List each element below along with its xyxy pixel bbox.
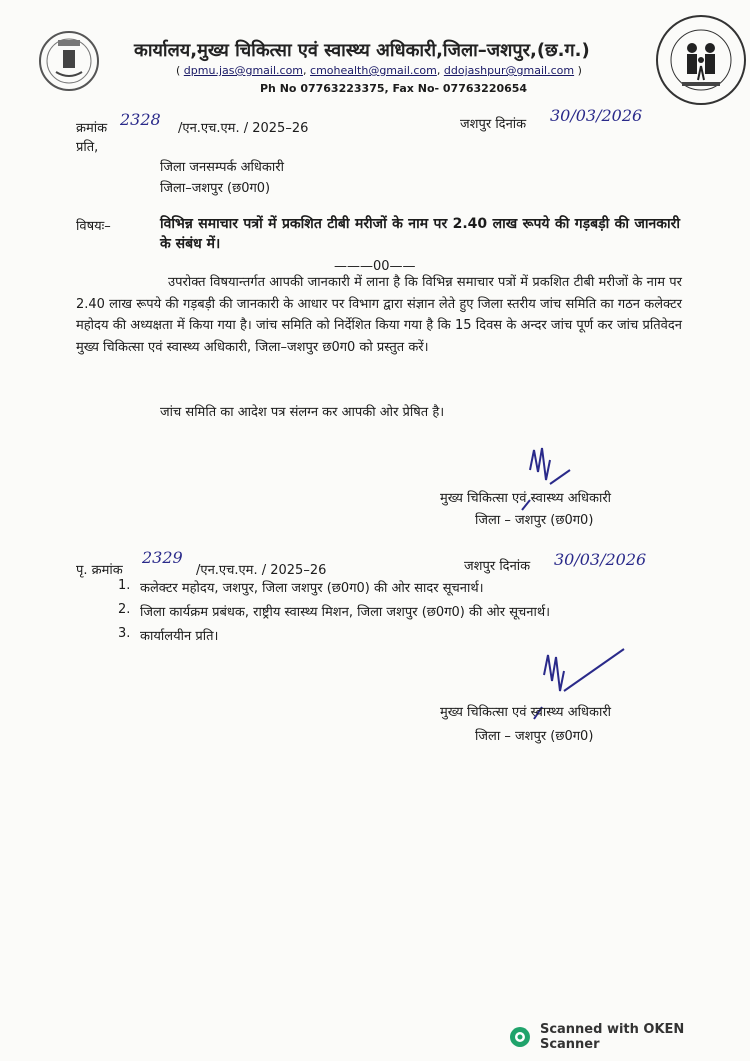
- email-link-ddojashpur[interactable]: ddojashpur@gmail.com: [443, 64, 575, 77]
- ref-label: क्रमांक: [76, 121, 108, 136]
- national-health-mission-logo: [652, 8, 750, 112]
- email-link-dpmu[interactable]: dpmu.jas@gmail.com: [183, 64, 304, 77]
- ref2-suffix: /एन.एच.एम. / 2025–26: [196, 563, 327, 578]
- paragraph-1: उपरोक्त विषयान्तर्गत आपकी जानकारी में लाना है कि विभिन्न समाचार पत्रों में प्रकशित टीबी मरीजों के नाम पर 2.40 लाख रूपये की गड़बड़ी की जानकारी के आधार पर विभाग द्वारा संज्ञान लेते हुए जिला स्तरीय जांच समिति का गठन कलेक्टर महोदय की अध्यक्षता में किया गया है। जांच समिति को निर्देशित किया गया है कि 15 दिवस के अन्दर जांच पूर्ण कर जांच प्रतिवेदन मुख्य चिकित्सा एवं स्वास्थ्य अधिकारी, जिला–जशपुर छ0ग0 को प्रस्तुत करें।: [76, 275, 682, 355]
- body-paragraph: [76, 272, 682, 358]
- scanner-watermark: [508, 1024, 748, 1050]
- to-label: प्रति,: [76, 140, 99, 155]
- scanner-logo-icon: [508, 1025, 532, 1049]
- office-emails: ( dpmu.jas@gmail.com, cmohealth@gmail.com, ddojashpur@gmail.com ): [176, 64, 582, 77]
- copy-item: 1. कलेक्टर महोदय, जशपुर, जिला जशपुर (छ0ग0) की ओर सादर सूचनार्थ।: [118, 578, 484, 596]
- copy-list: [118, 578, 718, 650]
- signatory-title-2: मुख्य चिकित्सा एवं स्वास्थ्य अधिकारी: [440, 705, 612, 720]
- ref-number-handwritten: 2328: [120, 110, 161, 129]
- date2-handwritten: 30/03/2026: [554, 550, 647, 569]
- date-handwritten: 30/03/2026: [550, 106, 643, 125]
- signature-1: [520, 440, 590, 520]
- signatory-title-1: मुख्य चिकित्सा एवं स्वास्थ्य अधिकारी: [440, 491, 612, 506]
- divider: ———00——: [334, 259, 416, 274]
- signatory-place-1: जिला – जशपुर (छ0ग0): [475, 513, 594, 528]
- recipient-line-1: जिला जनसम्पर्क अधिकारी: [160, 160, 284, 175]
- office-title: कार्यालय,मुख्य चिकित्सा एवं स्वास्थ्य अधिकारी,जिला–जशपुर,(छ.ग.): [134, 40, 590, 61]
- date-label: जशपुर दिनांक: [460, 117, 527, 132]
- copy-item: 3. कार्यालयीन प्रति।: [118, 626, 219, 644]
- signatory-place-2: जिला – जशपुर (छ0ग0): [475, 729, 594, 744]
- phone-fax: Ph No 07763223375, Fax No- 07763220654: [260, 82, 528, 95]
- email-link-cmohealth[interactable]: cmohealth@gmail.com: [310, 64, 437, 77]
- recipient-line-2: जिला–जशपुर (छ0ग0): [160, 181, 271, 196]
- subject-label: विषयः–: [76, 219, 111, 234]
- chhattisgarh-emblem-logo: [38, 30, 100, 92]
- ref2-label: पृ. क्रमांक: [76, 563, 123, 578]
- paragraph-2: जांच समिति का आदेश पत्र संलग्न कर आपकी ओर प्रेषित है।: [160, 405, 445, 420]
- ref-suffix: /एन.एच.एम. / 2025–26: [178, 121, 309, 136]
- date2-label: जशपुर दिनांक: [464, 559, 531, 574]
- scanner-text: Scanned with OKEN Scanner: [539, 1022, 685, 1052]
- copy-item: 2. जिला कार्यक्रम प्रबंधक, राष्ट्रीय स्वास्थ्य मिशन, जिला जशपुर (छ0ग0) की ओर सूचनार्थ।: [118, 602, 551, 620]
- subject-text: विभिन्न समाचार पत्रों में प्रकशित टीबी मरीजों के नाम पर 2.40 लाख रूपये की गड़बड़ी की जानकारी के संबंध में।: [160, 216, 680, 252]
- ref2-number-handwritten: 2329: [142, 548, 183, 567]
